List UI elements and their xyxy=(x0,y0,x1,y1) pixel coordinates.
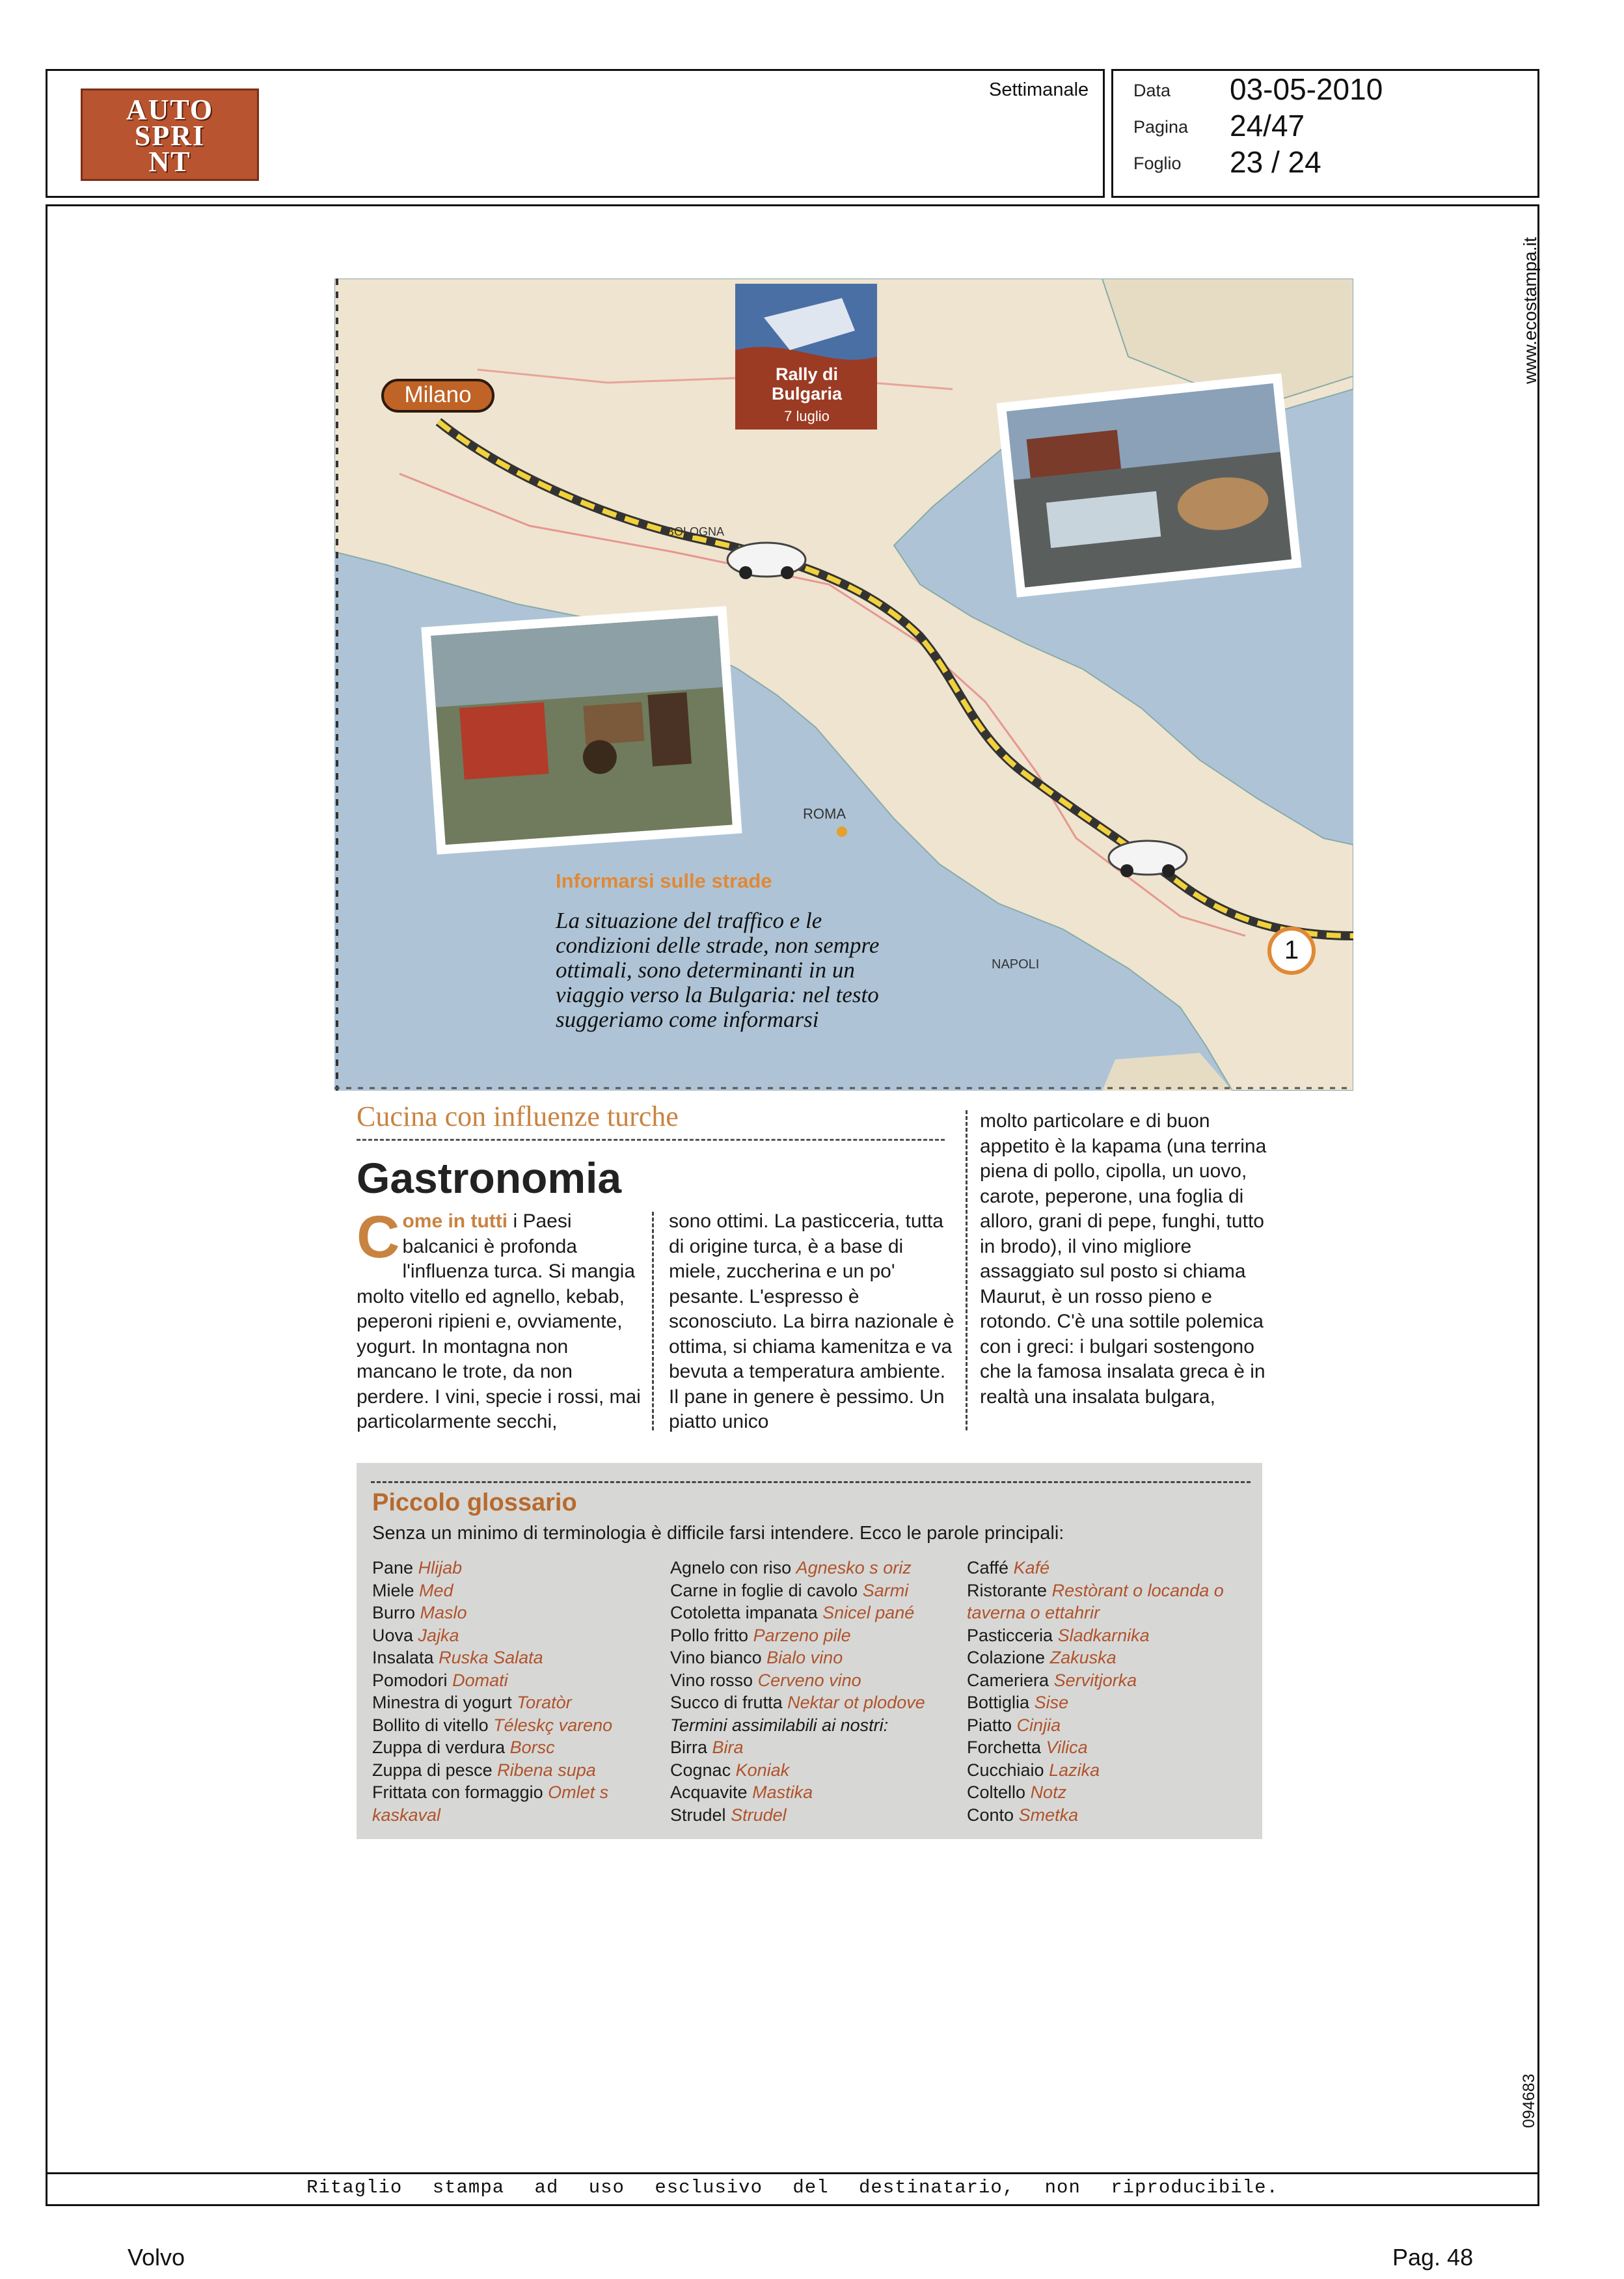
map-info-title: Informarsi sulle strade xyxy=(556,869,772,892)
glossary-item: Piatto Cinjia xyxy=(967,1715,1061,1735)
city-label-napoli: NAPOLI xyxy=(992,957,1040,972)
glossary-item: Uova Jajka xyxy=(372,1625,459,1645)
rally-badge-date: 7 luglio xyxy=(784,408,830,424)
glossary-column-3 xyxy=(967,1557,1253,1826)
meta-label-pagina: Pagina xyxy=(1133,117,1189,137)
glossary-item: Coltello Notz xyxy=(967,1782,1067,1802)
map-label-milano: Milano xyxy=(381,379,494,413)
glossary-item: Zuppa di pesce Ribena supa xyxy=(372,1760,596,1780)
column-divider-2 xyxy=(966,1110,968,1430)
city-label-roma: ROMA xyxy=(803,806,846,822)
glossary-item: Birra Bira xyxy=(670,1738,744,1757)
stage-number-badge: 1 xyxy=(1267,927,1316,975)
glossary-item: Pasticceria Sladkarnika xyxy=(967,1625,1150,1645)
glossary-title: Piccolo glossario xyxy=(372,1489,577,1516)
glossary-item: Caffé Kafé xyxy=(967,1558,1050,1577)
footer-disclaimer: Ritaglio stampa ad uso esclusivo del destinatario, non riproducibile. xyxy=(306,2177,1279,2198)
article-column-2: sono ottimi. La pasticceria, tutta di origine turca, è a base di miele, zuccherina e un po' pesante. L'espresso è sconosciuto. La birra nazionale è ottima, si chiama kamenitza e va bevuta a temperatura ambiente. Il pane in genere è pessimo. Un piatto unico xyxy=(669,1210,954,1432)
side-url: www.ecostampa.it xyxy=(1520,237,1540,384)
article-lead: ome in tutti xyxy=(402,1210,508,1232)
glossary-item: Pollo fritto Parzeno pile xyxy=(670,1625,851,1645)
glossary-divider xyxy=(371,1481,1251,1483)
glossary-item: Cameriera Servitjorka xyxy=(967,1670,1137,1690)
meta-value-data: 03-05-2010 xyxy=(1230,72,1383,106)
city-label-bologna: BOLOGNA xyxy=(666,525,725,538)
article-kicker: Cucina con influenze turche xyxy=(357,1100,679,1132)
publication-frequency: Settimanale xyxy=(989,79,1089,100)
glossary-intro: Senza un minimo di terminologia è difficile farsi intendere. Ecco le parole principali: xyxy=(372,1523,1064,1544)
glossary-item: Strudel Strudel xyxy=(670,1805,787,1825)
map-info-text: La situazione del traffico e le condizioni delle strade, non sempre ottimali, sono determinanti in un viaggio verso la Bulgaria: nel testo suggeriamo come informarsi xyxy=(556,908,880,1032)
meta-value-foglio: 23 / 24 xyxy=(1230,145,1321,179)
footer-divider xyxy=(46,2172,1539,2174)
glossary-column-1 xyxy=(372,1557,645,1826)
article-title: Gastronomia xyxy=(357,1154,622,1202)
meta-label-foglio: Foglio xyxy=(1133,154,1182,173)
column-divider-1 xyxy=(652,1212,654,1430)
glossary-item: Miele Med xyxy=(372,1580,453,1600)
glossary-item: Insalata Ruska Salata xyxy=(372,1648,543,1667)
glossary-item: Zuppa di verdura Borsc xyxy=(372,1738,555,1757)
glossary-item: Bottiglia Sise xyxy=(967,1693,1069,1712)
drop-cap: C xyxy=(357,1204,400,1270)
glossary-item: Cucchiaio Lazika xyxy=(967,1760,1100,1780)
glossary-item: Cognac Koniak xyxy=(670,1760,790,1780)
glossary-item: Succo di frutta Nektar ot plodove xyxy=(670,1693,925,1712)
article-column-1-text: i Paesi balcanici è profonda l'influenza turca. Si mangia molto vitello ed agnello, kebab, peperoni ripieni e, ovviamente, yogurt. In montagna non mancano le trote, da non perdere. I vini, specie i rossi, mai particolarmente secchi, xyxy=(357,1210,641,1432)
glossary-subheading: Termini assimilabili ai nostri: xyxy=(670,1715,889,1735)
glossary-item: Forchetta Vilica xyxy=(967,1738,1088,1757)
article-column-1 xyxy=(357,1204,643,1435)
photo-old-cars xyxy=(997,374,1302,597)
glossary-item: Vino rosso Cerveno vino xyxy=(670,1670,861,1690)
glossary-item: Agnelo con riso Agnesko s oriz xyxy=(670,1558,912,1577)
glossary-item: Frittata con formaggio Omlet s kaskaval xyxy=(372,1782,609,1825)
glossary-item: Acquavite Mastika xyxy=(670,1782,813,1802)
glossary-column-2 xyxy=(670,1557,943,1826)
glossary-item: Bollito di vitello Téleskç vareno xyxy=(372,1715,613,1735)
autosprint-logo: AUTO SPRI NT xyxy=(81,89,259,181)
side-code: 094683 xyxy=(1520,2073,1538,2128)
glossary-item: Colazione Zakuska xyxy=(967,1648,1116,1667)
kicker-divider xyxy=(357,1139,945,1141)
client-name: Volvo xyxy=(128,2244,185,2271)
glossary-item: Minestra di yogurt Toratòr xyxy=(372,1693,572,1712)
rally-badge-title: Rally di Bulgaria xyxy=(771,364,843,403)
glossary-item: Conto Smetka xyxy=(967,1805,1079,1825)
glossary-item: Vino bianco Bialo vino xyxy=(670,1648,843,1667)
glossary-item: Ristorante Restòrant o locanda o taverna o ettahrir xyxy=(967,1580,1224,1622)
glossary-item: Pomodori Domati xyxy=(372,1670,508,1690)
article-column-3: molto particolare e di buon appetito è la kapama (una terrina piena di pollo, cipolla, un uovo, carote, peperone, una foglia di alloro, grani di pepe, funghi, tutto in brodo), il vino migliore assaggiato sul posto si chiama Maurut, è un rosso pieno e rotondo. C'è una sottile polemica con i greci: i bulgari sostengono che la famosa insalata greca è in realtà una insalata bulgara, xyxy=(980,1110,1267,1408)
glossary-item: Burro Maslo xyxy=(372,1603,467,1622)
glossary-item: Cotoletta impanata Snicel pané xyxy=(670,1603,915,1622)
meta-label-data: Data xyxy=(1133,81,1171,100)
glossary-item: Pane Hlijab xyxy=(372,1558,463,1577)
page-number: Pag. 48 xyxy=(1392,2244,1474,2271)
glossary-item: Carne in foglie di cavolo Sarmi xyxy=(670,1580,909,1600)
meta-value-pagina: 24/47 xyxy=(1230,109,1305,143)
photo-road-cart xyxy=(421,606,742,854)
